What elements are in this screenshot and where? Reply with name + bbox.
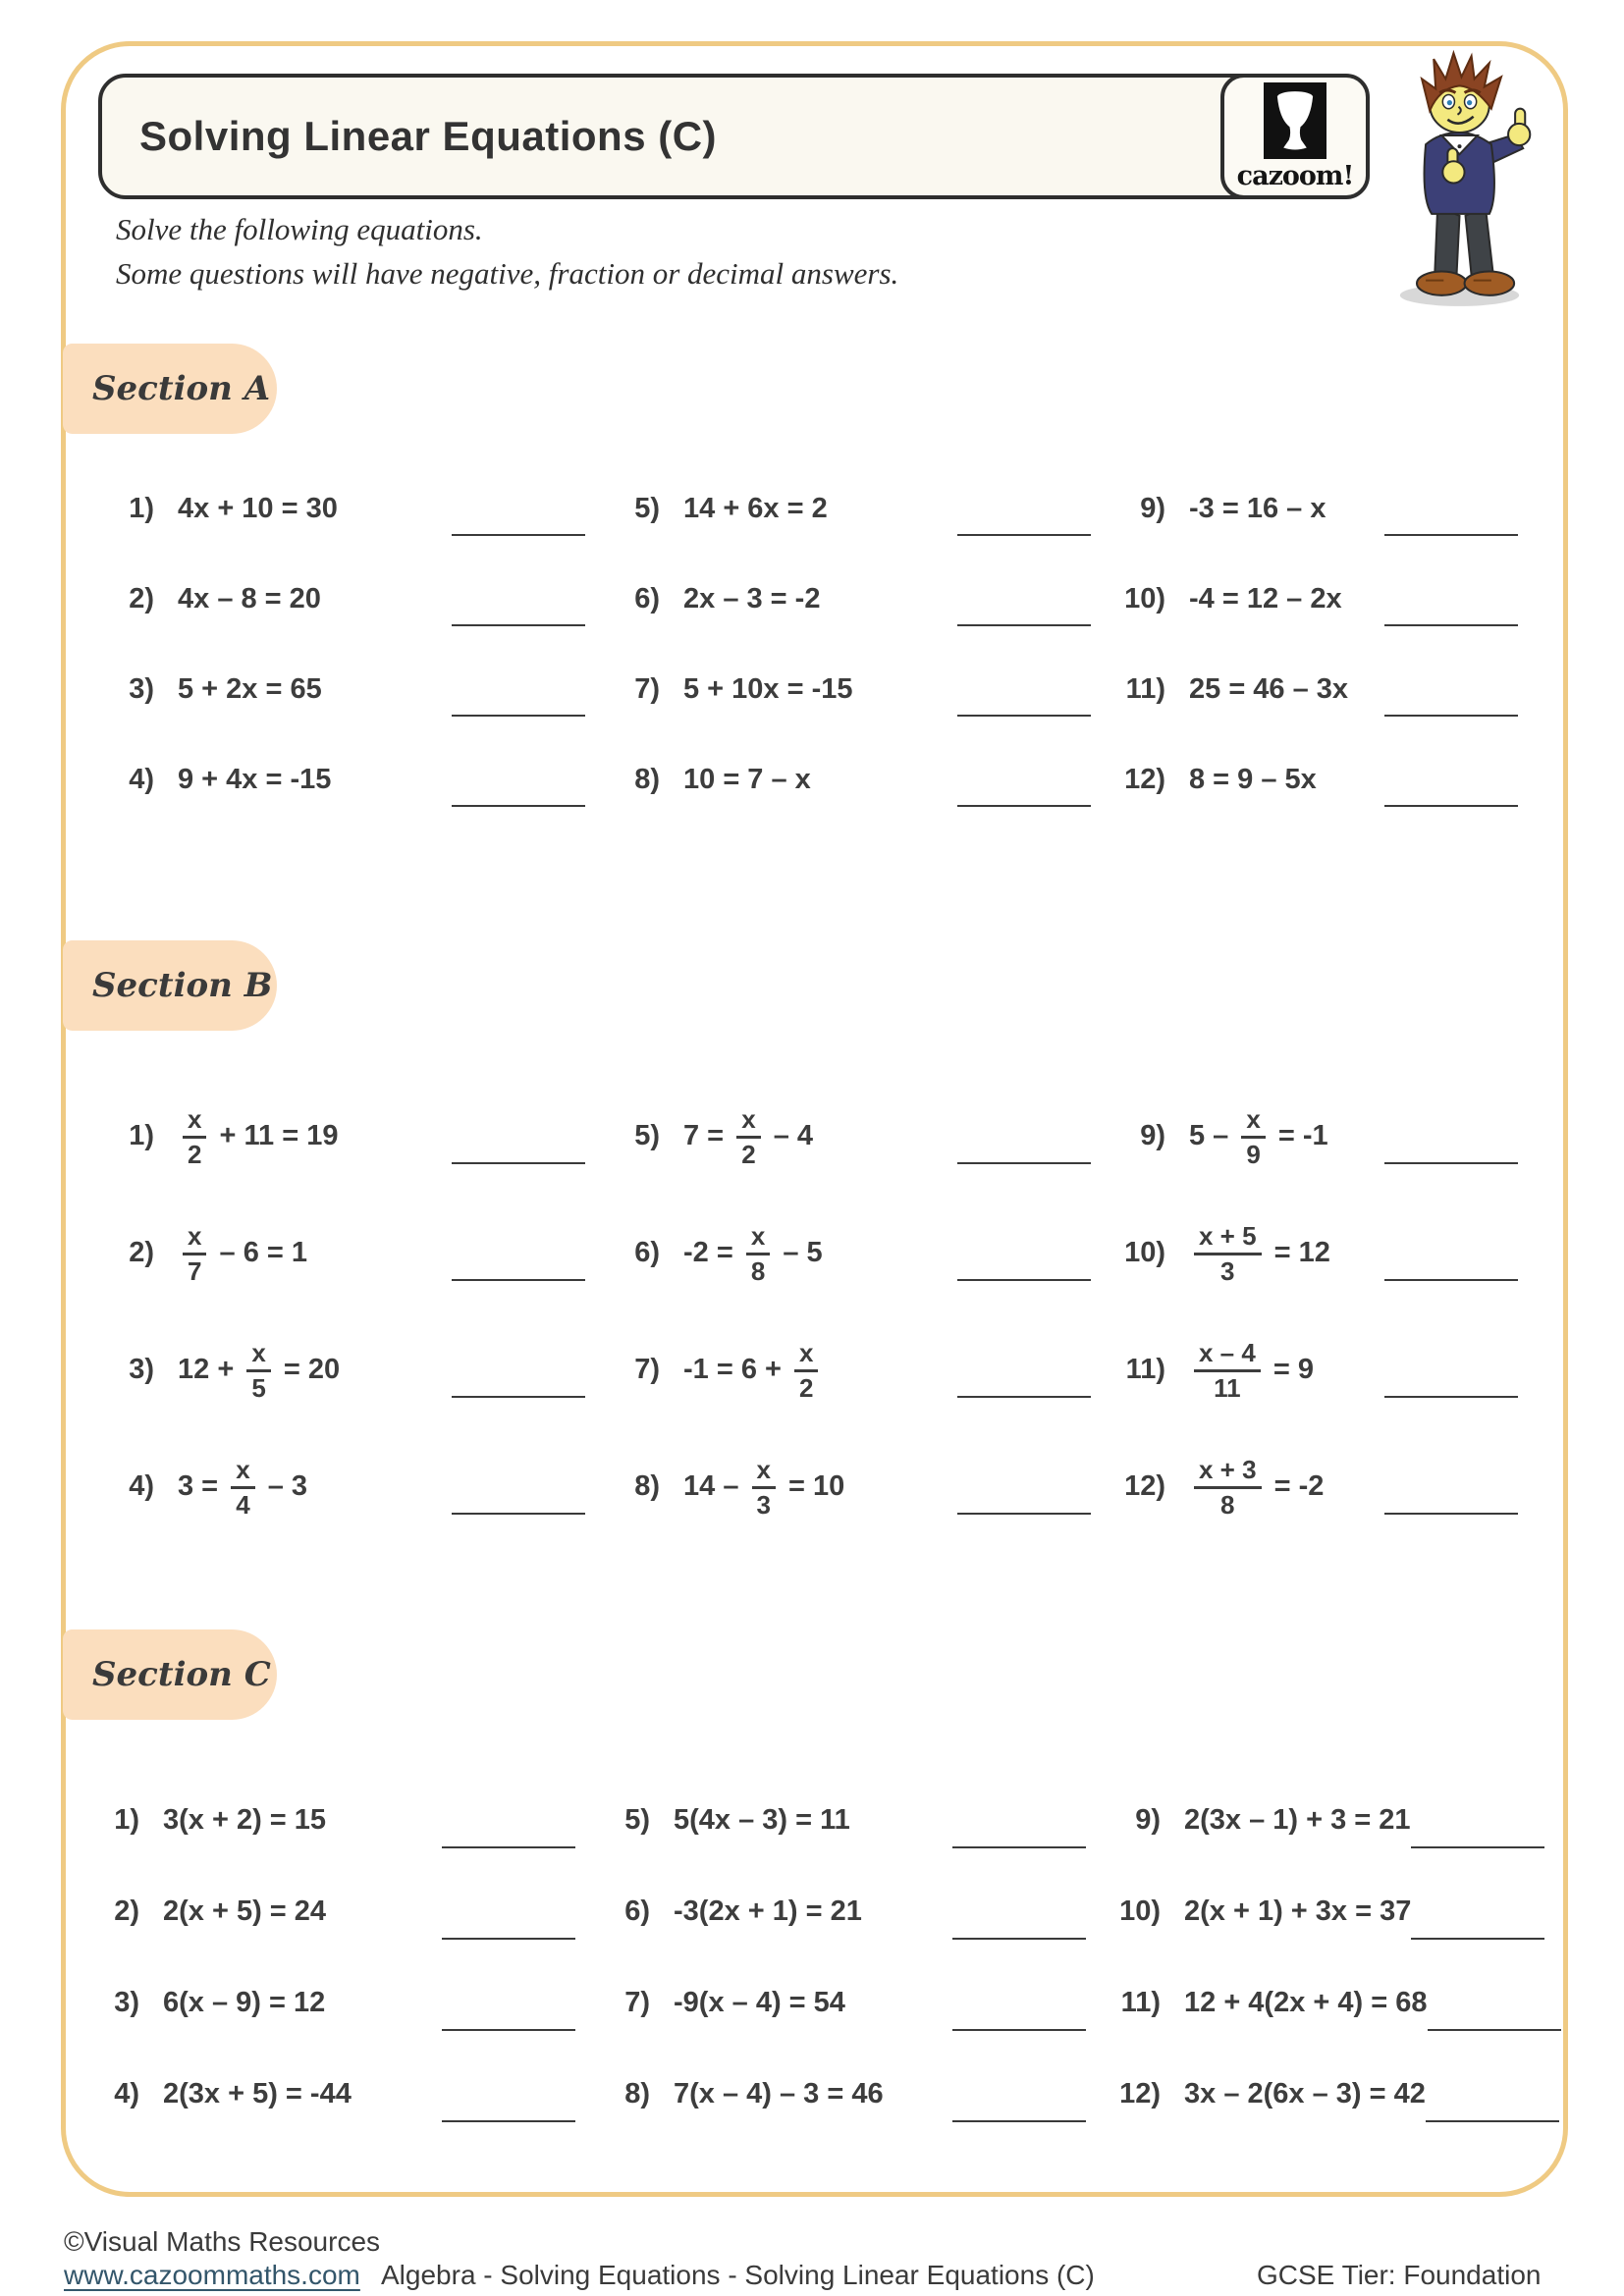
section-c-questions xyxy=(79,1775,1530,2140)
answer-blank xyxy=(452,1396,585,1398)
fraction xyxy=(183,1103,206,1169)
fraction xyxy=(1194,1220,1262,1286)
fraction xyxy=(752,1454,776,1520)
fraction-numerator: x xyxy=(183,1223,206,1255)
question-equation xyxy=(683,1220,823,1286)
question-row xyxy=(1105,1311,1532,1428)
instruction-line-2: Some questions will have negative, fraction or decimal answers. xyxy=(116,255,899,291)
answer-blank xyxy=(952,2029,1086,2031)
question-equation xyxy=(1189,1337,1315,1403)
question-row xyxy=(93,554,599,644)
question-number: 5) xyxy=(634,492,660,524)
answer-blank xyxy=(452,715,585,717)
question-row xyxy=(79,1775,589,1866)
mascot-boy-illustration xyxy=(1377,49,1543,312)
question-number: 12) xyxy=(1124,763,1165,795)
question-number: 4) xyxy=(114,2078,139,2109)
answer-blank xyxy=(452,1162,585,1164)
fraction xyxy=(736,1103,760,1169)
equation-text: -3(2x + 1) = 21 xyxy=(674,1896,862,1927)
answer-blank xyxy=(1384,805,1518,807)
equation-text: 4x – 8 = 20 xyxy=(178,582,321,614)
equation-text: 3x – 2(6x – 3) = 42 xyxy=(1184,2078,1426,2109)
website-link[interactable]: www.cazoommaths.com xyxy=(64,2260,360,2290)
section-b-label: Section B xyxy=(63,940,277,1031)
question-equation xyxy=(163,1896,326,1928)
fraction-denominator: 2 xyxy=(741,1139,756,1169)
answer-blank xyxy=(957,805,1091,807)
question-row xyxy=(1105,1195,1532,1311)
answer-blank xyxy=(952,1938,1086,1940)
question-number: 3) xyxy=(129,672,154,705)
fraction xyxy=(183,1220,206,1286)
question-row xyxy=(1105,1078,1532,1195)
question-row xyxy=(1100,1866,1530,1957)
equation-text: -9(x – 4) = 54 xyxy=(674,1987,845,2018)
question-equation xyxy=(1189,583,1342,615)
question-row xyxy=(79,1957,589,2049)
equation-text: + 11 = 19 xyxy=(211,1120,339,1151)
cazoom-logo xyxy=(1220,74,1370,199)
question-equation xyxy=(1189,673,1348,706)
equation-text: 10 = 7 – x xyxy=(683,763,811,795)
copyright-text: ©Visual Maths Resources xyxy=(64,2226,381,2257)
answer-blank xyxy=(442,2029,575,2031)
question-row xyxy=(599,1428,1105,1545)
question-number: 7) xyxy=(634,672,660,705)
fraction-denominator: 2 xyxy=(188,1139,202,1169)
fraction-denominator: 2 xyxy=(799,1372,814,1403)
equation-text: -2 = xyxy=(683,1237,741,1268)
question-row xyxy=(589,1957,1100,2049)
question-equation xyxy=(163,1804,326,1837)
instruction-line-1: Solve the following equations. xyxy=(116,212,483,246)
equation-text: = -2 xyxy=(1266,1470,1325,1502)
answer-blank xyxy=(1426,2120,1559,2122)
question-equation xyxy=(683,493,828,525)
question-number: 8) xyxy=(634,1470,660,1502)
equation-text: -4 = 12 – 2x xyxy=(1189,582,1342,614)
answer-blank xyxy=(1384,1513,1518,1515)
equation-text: 6(x – 9) = 12 xyxy=(163,1987,326,2018)
answer-blank xyxy=(452,1513,585,1515)
question-row xyxy=(599,1078,1105,1195)
question-equation xyxy=(178,764,331,796)
question-equation xyxy=(674,1896,862,1928)
answer-blank xyxy=(452,534,585,536)
answer-blank xyxy=(452,624,585,626)
answer-blank xyxy=(957,1513,1091,1515)
question-equation xyxy=(178,673,322,706)
question-number: 1) xyxy=(129,1120,154,1151)
question-row xyxy=(599,644,1105,734)
question-equation xyxy=(163,2078,352,2110)
answer-blank xyxy=(957,1279,1091,1281)
equation-text: = 12 xyxy=(1266,1237,1330,1268)
question-row xyxy=(1100,1775,1530,1866)
question-equation xyxy=(674,1804,850,1837)
question-row xyxy=(1105,554,1532,644)
page-title: Solving Linear Equations (C) xyxy=(139,113,718,159)
answer-blank xyxy=(442,1846,575,1848)
equation-text: 7(x – 4) – 3 = 46 xyxy=(674,2078,884,2109)
answer-blank xyxy=(957,534,1091,536)
question-equation xyxy=(178,1337,341,1403)
fraction-numerator: x – 4 xyxy=(1194,1340,1261,1372)
answer-blank xyxy=(1384,624,1518,626)
question-number: 11) xyxy=(1120,1987,1161,2018)
question-row xyxy=(589,2049,1100,2140)
question-equation xyxy=(1184,1987,1428,2019)
equation-text: 3(x + 2) = 15 xyxy=(163,1804,327,1836)
question-number: 10) xyxy=(1119,1896,1161,1927)
question-equation xyxy=(1184,1804,1411,1837)
fraction-numerator: x + 5 xyxy=(1194,1223,1262,1255)
equation-text: 3 = xyxy=(178,1470,227,1502)
fraction xyxy=(231,1454,254,1520)
fraction-denominator: 3 xyxy=(756,1489,771,1520)
question-number: 6) xyxy=(634,582,660,614)
cazoom-drum-icon xyxy=(1264,82,1326,159)
question-number: 11) xyxy=(1125,1354,1165,1385)
question-number: 2) xyxy=(129,1237,154,1268)
equation-text: 2(3x – 1) + 3 = 21 xyxy=(1184,1804,1411,1836)
equation-text: 9 + 4x = -15 xyxy=(178,763,332,795)
fraction-numerator: x xyxy=(183,1106,206,1139)
question-number: 2) xyxy=(114,1896,139,1927)
equation-text: 25 = 46 – 3x xyxy=(1189,672,1349,705)
question-equation xyxy=(1189,493,1326,525)
question-row xyxy=(1105,1428,1532,1545)
equation-text: 5 + 2x = 65 xyxy=(178,672,322,705)
fraction xyxy=(1194,1337,1261,1403)
question-number: 7) xyxy=(634,1354,660,1385)
answer-blank xyxy=(442,2120,575,2122)
question-number: 3) xyxy=(129,1354,154,1385)
question-equation xyxy=(683,1103,814,1169)
fraction-numerator: x xyxy=(231,1457,254,1489)
fraction-numerator: x xyxy=(246,1340,270,1372)
fraction-numerator: x xyxy=(752,1457,776,1489)
answer-blank xyxy=(452,1279,585,1281)
fraction-denominator: 4 xyxy=(236,1489,250,1520)
question-equation xyxy=(674,2078,884,2110)
question-number: 11) xyxy=(1125,672,1165,705)
fraction-numerator: x + 3 xyxy=(1194,1457,1262,1489)
answer-blank xyxy=(952,1846,1086,1848)
question-equation xyxy=(683,1337,823,1403)
instructions xyxy=(116,208,898,296)
question-number: 9) xyxy=(1140,492,1165,524)
question-number: 4) xyxy=(129,1470,154,1502)
answer-blank xyxy=(957,715,1091,717)
equation-text: – 4 xyxy=(765,1120,814,1151)
question-number: 9) xyxy=(1140,1120,1165,1151)
question-number: 3) xyxy=(114,1987,139,2018)
answer-blank xyxy=(1411,1846,1544,1848)
question-row xyxy=(93,1428,599,1545)
question-number: 10) xyxy=(1124,1237,1165,1268)
equation-text: 8 = 9 – 5x xyxy=(1189,763,1317,795)
equation-text: = 9 xyxy=(1265,1354,1315,1385)
equation-text: 7 = xyxy=(683,1120,732,1151)
fraction xyxy=(746,1220,770,1286)
question-equation xyxy=(683,673,853,706)
question-equation xyxy=(1189,1103,1328,1169)
question-number: 10) xyxy=(1124,582,1165,614)
equation-text: 2(3x + 5) = -44 xyxy=(163,2078,352,2109)
fraction-numerator: x xyxy=(736,1106,760,1139)
question-number: 4) xyxy=(129,763,154,795)
question-row xyxy=(93,1078,599,1195)
equation-text: 14 – xyxy=(683,1470,747,1502)
fraction xyxy=(1241,1103,1265,1169)
question-row xyxy=(93,644,599,734)
question-number: 12) xyxy=(1124,1470,1165,1502)
question-row xyxy=(589,1775,1100,1866)
section-b-questions xyxy=(93,1078,1532,1545)
answer-blank xyxy=(957,1396,1091,1398)
fraction-denominator: 8 xyxy=(1220,1489,1235,1520)
equation-text: – 3 xyxy=(259,1470,308,1502)
question-equation xyxy=(683,764,811,796)
fraction-numerator: x xyxy=(794,1340,818,1372)
question-row xyxy=(599,1195,1105,1311)
question-equation xyxy=(178,493,338,525)
answer-blank xyxy=(1384,534,1518,536)
equation-text: 14 + 6x = 2 xyxy=(683,492,828,524)
equation-text: 5 + 10x = -15 xyxy=(683,672,853,705)
fraction xyxy=(1194,1454,1262,1520)
equation-text: 2(x + 5) = 24 xyxy=(163,1896,327,1927)
equation-text: 12 + xyxy=(178,1354,243,1385)
equation-text: 12 + 4(2x + 4) = 68 xyxy=(1184,1987,1428,2018)
question-number: 12) xyxy=(1119,2078,1161,2109)
answer-blank xyxy=(957,1162,1091,1164)
question-row xyxy=(93,1311,599,1428)
question-number: 7) xyxy=(624,1987,650,2018)
question-row xyxy=(1100,2049,1530,2140)
question-number: 1) xyxy=(129,492,154,524)
question-equation xyxy=(1189,1454,1325,1520)
answer-blank xyxy=(1411,1938,1544,1940)
question-number: 8) xyxy=(624,2078,650,2109)
fraction-numerator: x xyxy=(746,1223,770,1255)
question-row xyxy=(79,1866,589,1957)
tier-label: GCSE Tier: Foundation xyxy=(1257,2260,1542,2290)
fraction-denominator: 9 xyxy=(1246,1139,1261,1169)
answer-blank xyxy=(452,805,585,807)
equation-text: 5 – xyxy=(1189,1120,1237,1151)
question-row xyxy=(1105,644,1532,734)
question-number: 6) xyxy=(624,1896,650,1927)
question-equation xyxy=(683,1454,845,1520)
question-equation xyxy=(674,1987,845,2019)
question-number: 8) xyxy=(634,763,660,795)
cazoom-logo-text: cazoom! xyxy=(1236,160,1354,191)
fraction-denominator: 5 xyxy=(251,1372,266,1403)
equation-text: -3 = 16 – x xyxy=(1189,492,1326,524)
question-row xyxy=(93,1195,599,1311)
question-number: 6) xyxy=(634,1237,660,1268)
answer-blank xyxy=(1384,715,1518,717)
question-row xyxy=(79,2049,589,2140)
answer-blank xyxy=(442,1938,575,1940)
question-number: 9) xyxy=(1135,1804,1161,1836)
question-number: 2) xyxy=(129,582,154,614)
question-row xyxy=(599,1311,1105,1428)
equation-text: 2(x + 1) + 3x = 37 xyxy=(1184,1896,1412,1927)
question-equation xyxy=(178,1220,308,1286)
question-row xyxy=(589,1866,1100,1957)
fraction-denominator: 11 xyxy=(1214,1372,1241,1403)
breadcrumb: Algebra - Solving Equations - Solving Linear Equations (C) xyxy=(381,2260,1095,2290)
equation-text: 2x – 3 = -2 xyxy=(683,582,821,614)
answer-blank xyxy=(952,2120,1086,2122)
fraction xyxy=(794,1337,818,1403)
fraction-numerator: x xyxy=(1241,1106,1265,1139)
section-a-label: Section A xyxy=(63,344,277,434)
question-row xyxy=(1100,1957,1530,2049)
question-row xyxy=(93,463,599,554)
question-row xyxy=(1105,463,1532,554)
answer-blank xyxy=(1428,2029,1561,2031)
question-equation xyxy=(178,1103,339,1169)
question-equation xyxy=(683,583,820,615)
equation-text: – 5 xyxy=(775,1237,823,1268)
question-equation xyxy=(1184,1896,1411,1928)
answer-blank xyxy=(1384,1279,1518,1281)
question-number: 5) xyxy=(624,1804,650,1836)
question-row xyxy=(93,734,599,825)
section-c-label: Section C xyxy=(63,1629,277,1720)
answer-blank xyxy=(1384,1396,1518,1398)
question-equation xyxy=(178,1454,308,1520)
fraction-denominator: 8 xyxy=(750,1255,766,1286)
fraction-denominator: 3 xyxy=(1220,1255,1235,1286)
answer-blank xyxy=(957,624,1091,626)
equation-text: = 10 xyxy=(780,1470,845,1502)
question-equation xyxy=(1184,2078,1426,2110)
fraction-denominator: 7 xyxy=(188,1255,202,1286)
question-number: 5) xyxy=(634,1120,660,1151)
question-equation xyxy=(1189,764,1317,796)
question-row xyxy=(599,554,1105,644)
question-number: 1) xyxy=(114,1804,139,1836)
equation-text: 4x + 10 = 30 xyxy=(178,492,338,524)
question-equation xyxy=(178,583,321,615)
equation-text: 5(4x – 3) = 11 xyxy=(674,1804,850,1836)
question-row xyxy=(599,734,1105,825)
fraction xyxy=(246,1337,270,1403)
title-bar xyxy=(98,74,1369,199)
equation-text: – 6 = 1 xyxy=(211,1237,308,1268)
section-a-questions xyxy=(93,463,1532,825)
answer-blank xyxy=(1384,1162,1518,1164)
equation-text: = 20 xyxy=(275,1354,341,1385)
equation-text: -1 = 6 + xyxy=(683,1354,790,1385)
question-row xyxy=(599,463,1105,554)
equation-text: = -1 xyxy=(1270,1120,1328,1151)
question-equation xyxy=(163,1987,325,2019)
question-row xyxy=(1105,734,1532,825)
question-equation xyxy=(1189,1220,1330,1286)
